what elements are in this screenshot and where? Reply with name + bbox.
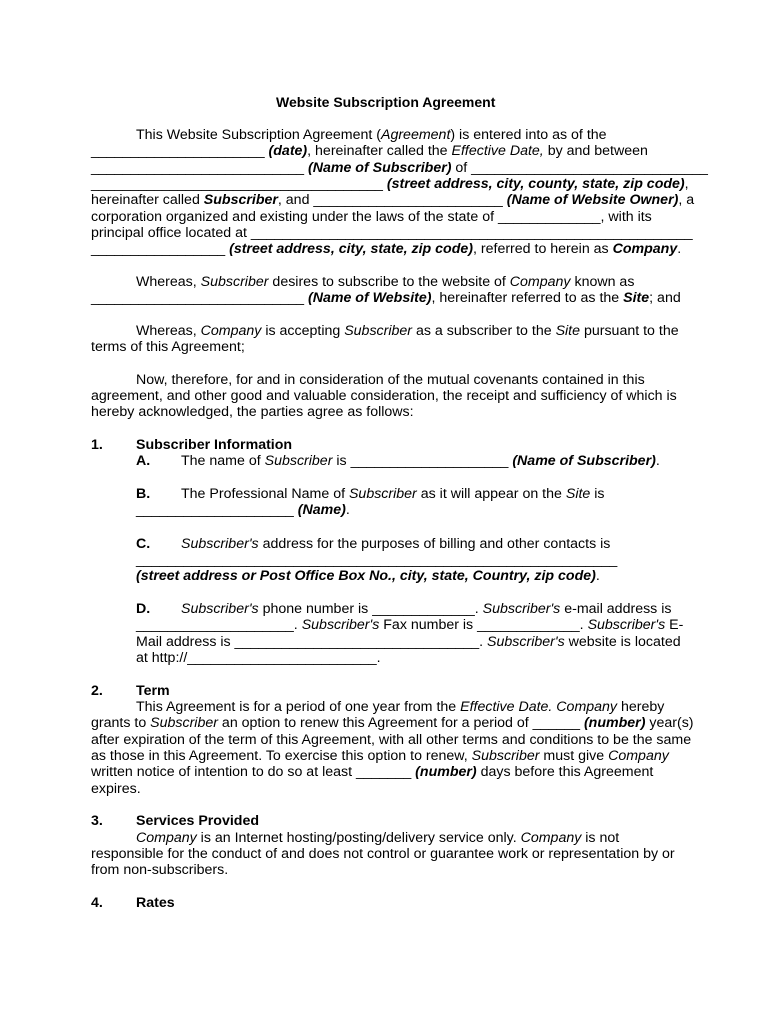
intro-line-4: _____________________________________ (street address, city, county, state, zip code), [91,176,689,192]
section1-d-line-2: ____________________. Subscriber's Fax number is _____________. Subscriber's E- [136,617,684,633]
intro-line-8: _________________ (street address, city, state, zip code), referred to herein as Company. [91,241,682,257]
document-title: Website Subscription Agreement [276,94,496,110]
section1-c-line-2: _____________________________________________________________ [136,552,618,568]
whereas1-line-2: ___________________________ (Name of Website), hereinafter referred to as the Site; and [91,290,681,306]
now-therefore-line-2: agreement, and other good and valuable consideration, the receipt and sufficiency of which is [91,388,677,404]
intro-line-7: principal office located at ________________________________________________________ [91,225,693,241]
intro-line-1: This Website Subscription Agreement (Agreement) is entered into as of the [136,127,607,143]
section1-b-line-2: ____________________ (Name). [136,502,350,518]
section3-heading: Services Provided [136,813,260,829]
section3-line-3: from non-subscribers. [91,862,229,878]
section1-a-label: A. [136,453,151,469]
section2-heading: Term [136,683,170,699]
section1-d-label: D. [136,601,151,617]
section2-number: 2. [91,683,103,699]
now-therefore-line-1: Now, therefore, for and in consideration of the mutual covenants contained in this [136,372,645,388]
section1-d-line-4: at http://________________________. [136,650,381,666]
section2-line-5: written notice of intention to do so at least _______ (number) days before this Agreement [91,764,654,780]
section2-line-3: after expiration of the term of this Agreement, with all other terms and conditions to be the same [91,732,692,748]
section1-number: 1. [91,437,103,453]
section1-heading: Subscriber Information [136,437,293,453]
whereas1-line-1: Whereas, Subscriber desires to subscribe to the website of Company known as [136,274,635,290]
section1-a-line-1: The name of Subscriber is ____________________ (Name of Subscriber). [181,453,660,469]
section2-line-6: expires. [91,781,141,797]
section3-number: 3. [91,813,103,829]
section2-line-4: as those in this Agreement. To exercise this option to renew, Subscriber must give Company [91,748,669,764]
section1-d-line-1: Subscriber's phone number is _____________. Subscriber's e-mail address is [181,601,672,617]
whereas2-line-1: Whereas, Company is accepting Subscriber as a subscriber to the Site pursuant to the [136,323,679,339]
section1-c-label: C. [136,536,151,552]
section1-d-line-3: Mail address is _______________________________. Subscriber's website is located [136,634,681,650]
now-therefore-line-3: hereby acknowledged, the parties agree as follows: [91,404,414,420]
section1-b-line-1: The Professional Name of Subscriber as it will appear on the Site is [181,486,605,502]
section2-line-1: This Agreement is for a period of one year from the Effective Date. Company hereby [136,699,665,715]
section1-c-line-3: (street address or Post Office Box No., city, state, Country, zip code). [136,568,600,584]
section4-heading: Rates [136,895,175,911]
section4-number: 4. [91,895,103,911]
whereas2-line-2: terms of this Agreement; [91,339,245,355]
section1-c-line-1: Subscriber's address for the purposes of billing and other contacts is [181,536,611,552]
intro-line-2: ______________________ (date), hereinafter called the Effective Date, by and between [91,143,648,159]
section3-line-2: responsible for the conduct of and does not control or guarantee work or representation by or [91,846,675,862]
intro-line-6: corporation organized and existing under the laws of the state of _____________, with its [91,209,652,225]
section1-b-label: B. [136,486,151,502]
intro-line-5: hereinafter called Subscriber, and ________________________ (Name of Website Owner), a [91,192,695,208]
intro-line-3: ___________________________ (Name of Subscriber) of ______________________________ [91,160,708,176]
section3-line-1: Company is an Internet hosting/posting/delivery service only. Company is not [136,830,620,846]
section2-line-2: grants to Subscriber an option to renew this Agreement for a period of ______ (number) year(s) [91,715,694,731]
